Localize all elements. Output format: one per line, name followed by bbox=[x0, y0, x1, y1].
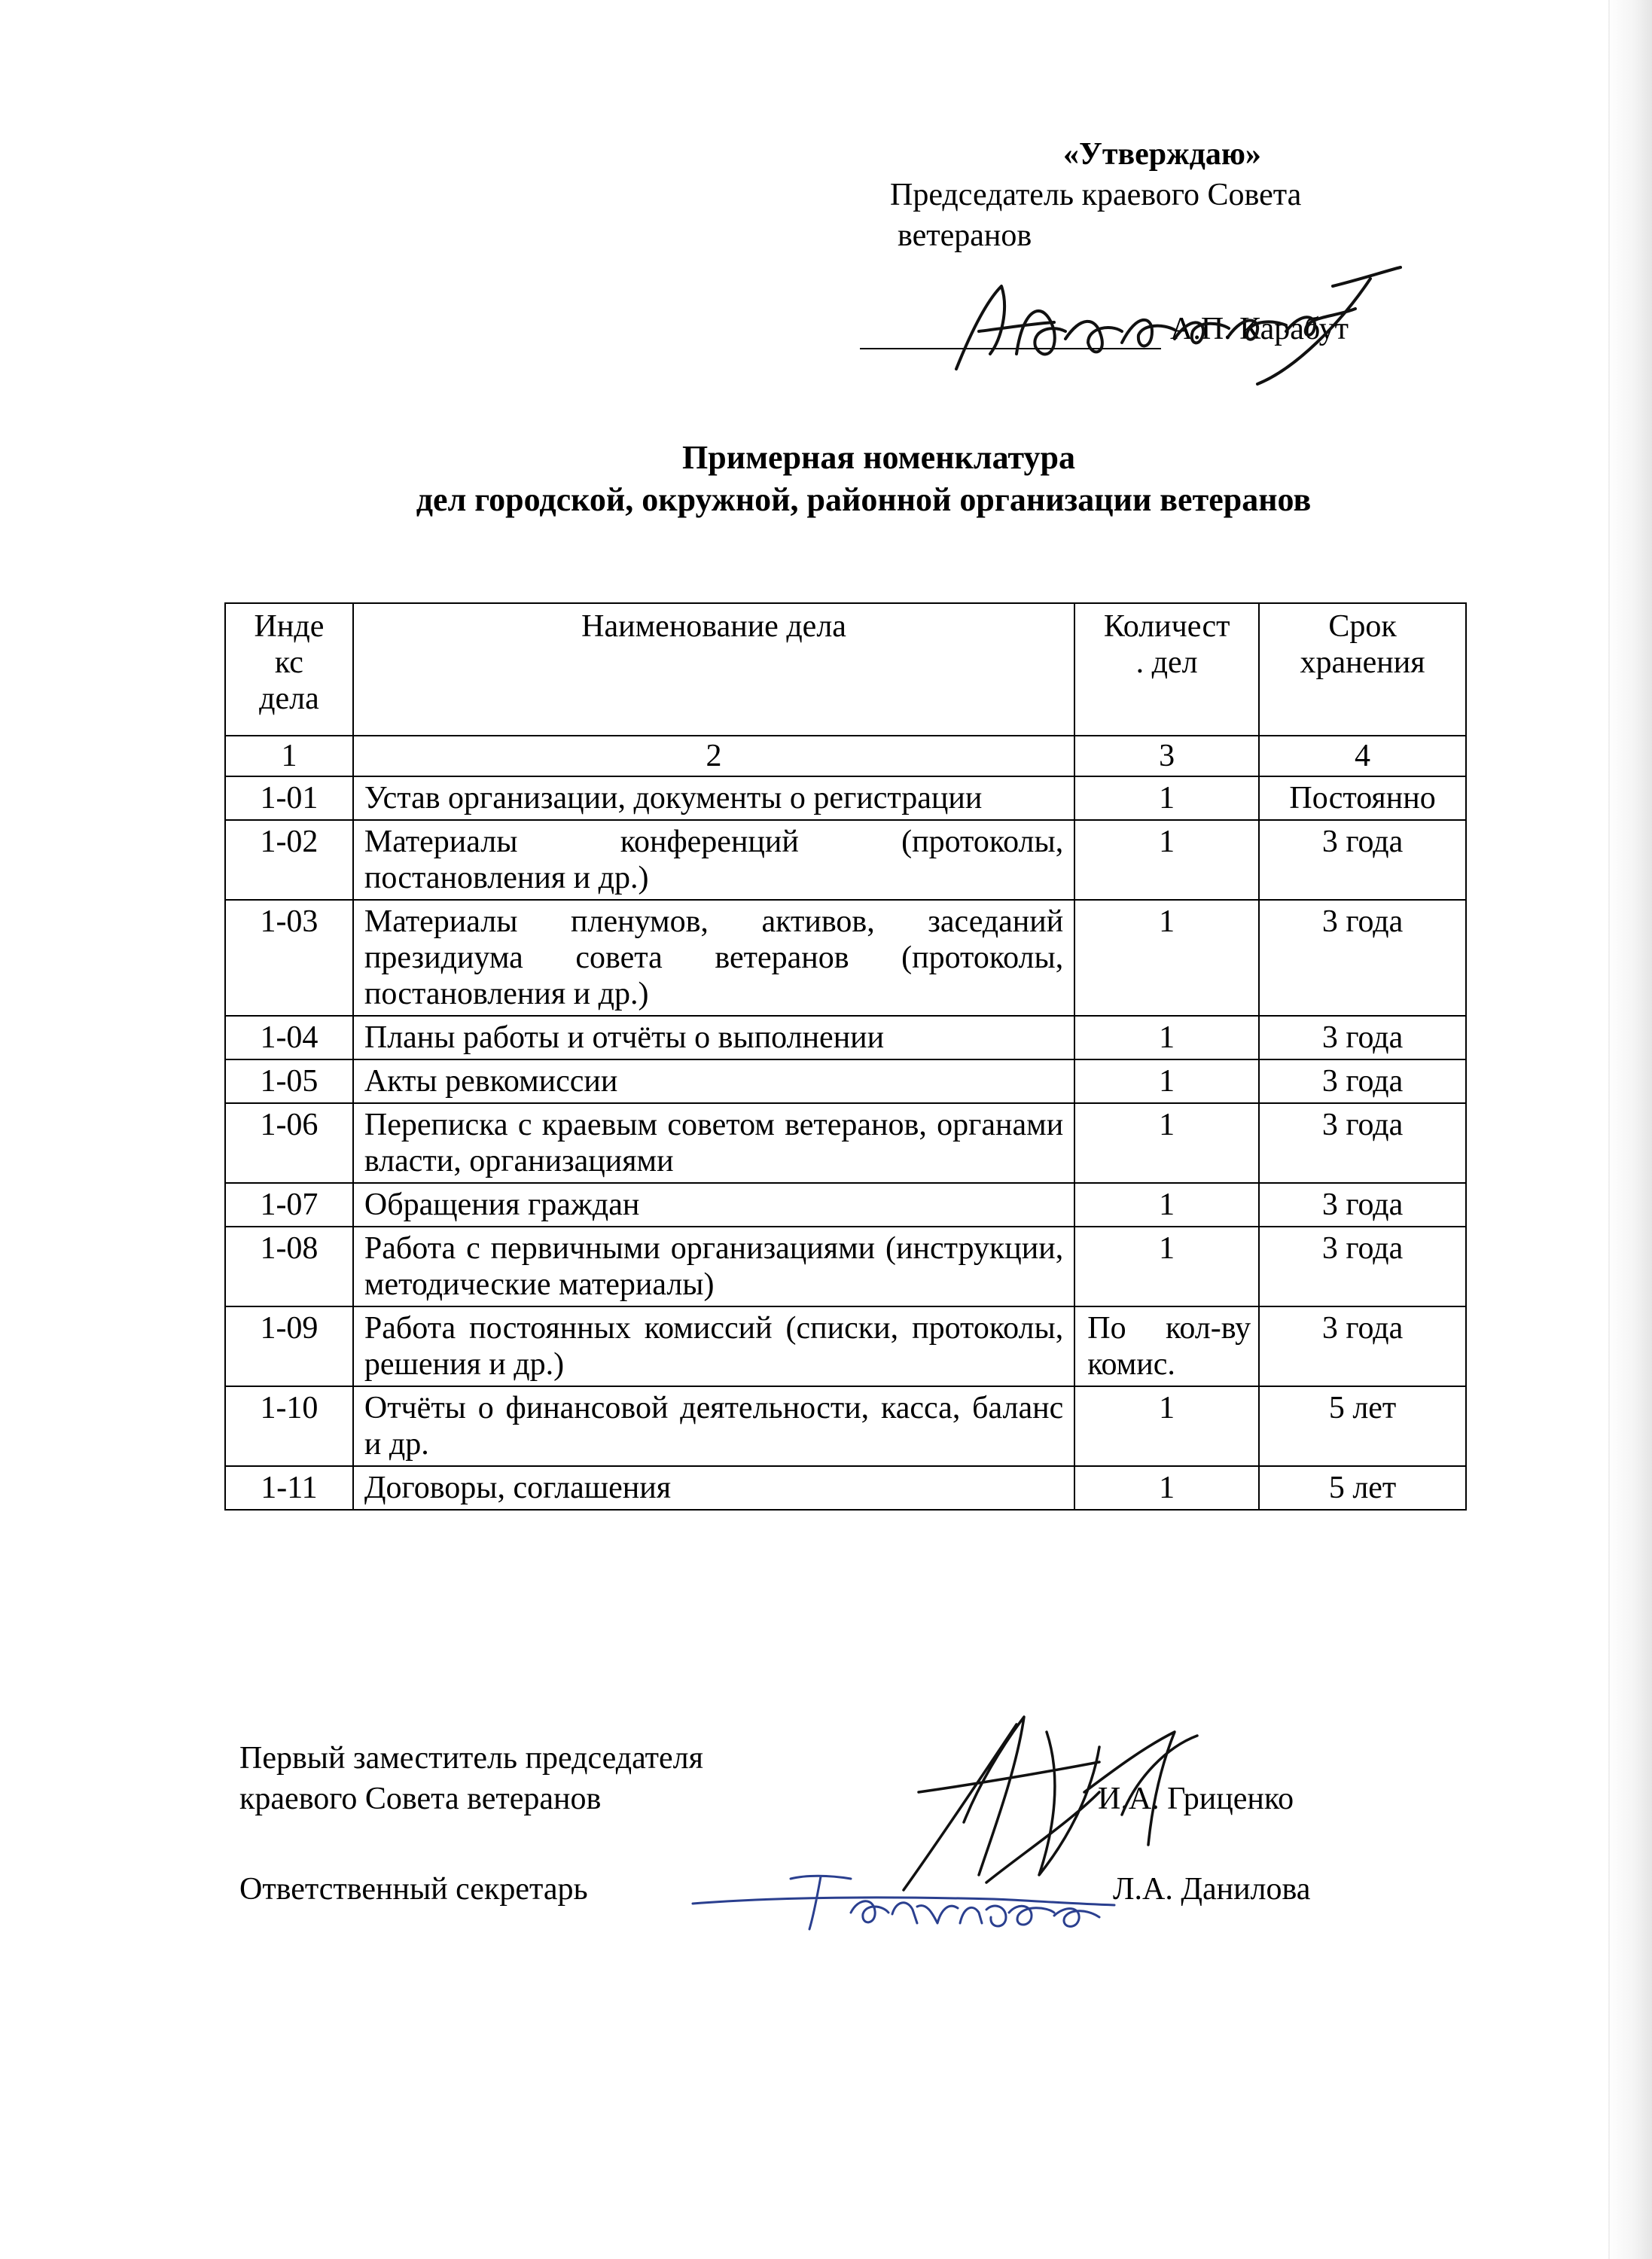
scan-line bbox=[1608, 0, 1610, 2259]
table-row bbox=[225, 900, 1466, 1016]
row-term: 3 года bbox=[1259, 820, 1466, 900]
table-header-row bbox=[225, 603, 1466, 736]
table-row bbox=[225, 1103, 1466, 1183]
row-count: 1 bbox=[1074, 1227, 1259, 1306]
row-name: Обращения граждан bbox=[353, 1183, 1074, 1227]
row-name: Работа постоянных комиссий (списки, протоколы, решения и др.) bbox=[353, 1306, 1074, 1386]
row-count: 1 bbox=[1074, 1016, 1259, 1059]
row-name: Договоры, соглашения bbox=[353, 1466, 1074, 1510]
row-index: 1-07 bbox=[225, 1183, 353, 1227]
row-index: 1-04 bbox=[225, 1016, 353, 1059]
header-index-part: дела bbox=[259, 681, 319, 716]
deputy-name: И.А. Гриценко bbox=[1098, 1782, 1294, 1816]
row-name: Отчёты о финансовой деятельности, касса, баланс и др. bbox=[353, 1386, 1074, 1466]
row-name: Работа с первичными организациями (инструкции, методические материалы) bbox=[353, 1227, 1074, 1306]
header-count-part: . дел bbox=[1135, 645, 1198, 680]
table-row bbox=[225, 1386, 1466, 1466]
row-index: 1-02 bbox=[225, 820, 353, 900]
column-number: 4 bbox=[1259, 736, 1466, 776]
table-row bbox=[225, 1183, 1466, 1227]
approval-heading: «Утверждаю» bbox=[1063, 137, 1261, 172]
header-count-part: Количест bbox=[1103, 609, 1230, 644]
secretary-title: Ответственный секретарь bbox=[239, 1872, 588, 1907]
header-count bbox=[1074, 603, 1259, 736]
secretary-signature-image bbox=[678, 1860, 1145, 1943]
row-term: 5 лет bbox=[1259, 1386, 1466, 1466]
header-term-part: хранения bbox=[1300, 645, 1425, 680]
table-row bbox=[225, 1059, 1466, 1103]
table-row bbox=[225, 1466, 1466, 1510]
header-term-part: Срок bbox=[1328, 609, 1397, 644]
row-index: 1-03 bbox=[225, 900, 353, 1016]
row-count: 1 bbox=[1074, 1059, 1259, 1103]
secretary-name: Л.А. Данилова bbox=[1113, 1872, 1311, 1907]
approval-signature-image bbox=[904, 256, 1431, 392]
table-row bbox=[225, 820, 1466, 900]
row-term: Постоянно bbox=[1259, 776, 1466, 820]
row-term: 3 года bbox=[1259, 1183, 1466, 1227]
table-row bbox=[225, 1306, 1466, 1386]
row-term: 3 года bbox=[1259, 1016, 1466, 1059]
row-term: 3 года bbox=[1259, 1227, 1466, 1306]
row-index: 1-01 bbox=[225, 776, 353, 820]
row-count: 1 bbox=[1074, 1386, 1259, 1466]
row-count: 1 bbox=[1074, 776, 1259, 820]
row-index: 1-10 bbox=[225, 1386, 353, 1466]
row-name: Устав организации, документы о регистрации bbox=[353, 776, 1074, 820]
row-count: 1 bbox=[1074, 900, 1259, 1016]
row-name: Переписка с краевым советом ветеранов, органами власти, организациями bbox=[353, 1103, 1074, 1183]
header-name: Наименование дела bbox=[353, 603, 1074, 736]
column-number-row bbox=[225, 736, 1466, 776]
row-count: 1 bbox=[1074, 1466, 1259, 1510]
column-number: 1 bbox=[225, 736, 353, 776]
scan-page-edge bbox=[1607, 0, 1652, 2259]
row-term: 3 года bbox=[1259, 1059, 1466, 1103]
title-line1: Примерная номенклатура bbox=[682, 439, 1075, 476]
deputy-title-line2: краевого Совета ветеранов bbox=[239, 1782, 602, 1816]
column-number: 2 bbox=[353, 736, 1074, 776]
row-term: 3 года bbox=[1259, 900, 1466, 1016]
document-title bbox=[0, 437, 1652, 521]
row-index: 1-08 bbox=[225, 1227, 353, 1306]
row-index: 1-06 bbox=[225, 1103, 353, 1183]
row-name: Акты ревкомиссии bbox=[353, 1059, 1074, 1103]
header-term bbox=[1259, 603, 1466, 736]
row-index: 1-05 bbox=[225, 1059, 353, 1103]
row-count: По кол-ву комис. bbox=[1074, 1306, 1259, 1386]
row-index: 1-11 bbox=[225, 1466, 353, 1510]
header-index-part: кс bbox=[274, 645, 303, 680]
row-name: Материалы конференций (протоколы, постановления и др.) bbox=[353, 820, 1074, 900]
nomenclature-table bbox=[224, 602, 1467, 1511]
table-row bbox=[225, 776, 1466, 820]
row-index: 1-09 bbox=[225, 1306, 353, 1386]
header-index-part: Инде bbox=[254, 609, 325, 644]
row-term: 3 года bbox=[1259, 1306, 1466, 1386]
deputy-block bbox=[239, 1738, 703, 1819]
table-row bbox=[225, 1227, 1466, 1306]
row-term: 5 лет bbox=[1259, 1466, 1466, 1510]
table-row bbox=[225, 1016, 1466, 1059]
row-count: 1 bbox=[1074, 1103, 1259, 1183]
title-line2: дел городской, окружной, районной организации ветеранов bbox=[416, 481, 1312, 518]
deputy-title-line1: Первый заместитель председателя bbox=[239, 1741, 703, 1776]
row-name: Материалы пленумов, активов, заседаний президиума совета ветеранов (протоколы, постановления и др.) bbox=[353, 900, 1074, 1016]
row-count: 1 bbox=[1074, 820, 1259, 900]
column-number: 3 bbox=[1074, 736, 1259, 776]
row-term: 3 года bbox=[1259, 1103, 1466, 1183]
row-count: 1 bbox=[1074, 1183, 1259, 1227]
row-name: Планы работы и отчёты о выполнении bbox=[353, 1016, 1074, 1059]
approval-position-line1: Председатель краевого Совета bbox=[890, 178, 1302, 212]
approval-signatory-name: А.П. Карабут bbox=[1170, 312, 1349, 346]
header-index bbox=[225, 603, 353, 736]
approval-position-line2: ветеранов bbox=[898, 218, 1032, 253]
